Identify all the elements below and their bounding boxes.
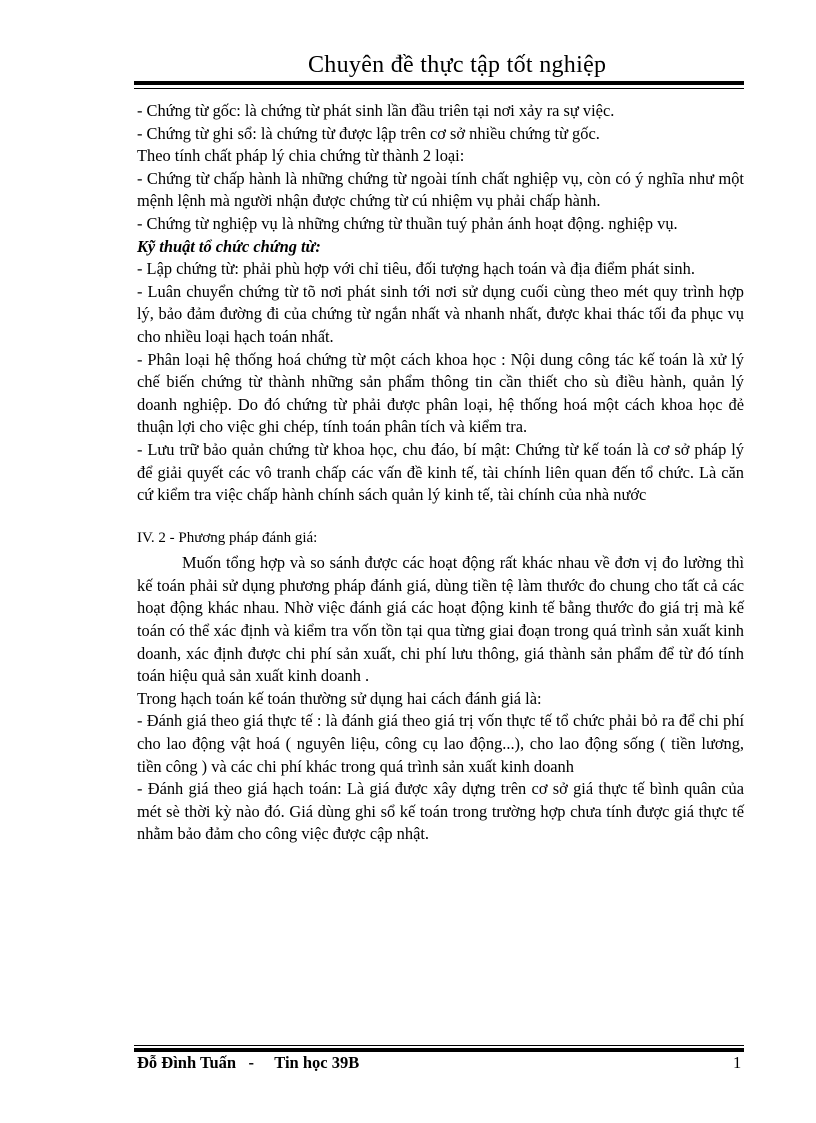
- subheading-document-technique: Kỹ thuật tổ chức chứng từ:: [137, 236, 321, 256]
- paragraph: - Lưu trữ bảo quản chứng từ khoa học, chu đáo, bí mật: Chứng từ kế toán là cơ sở pháp lý để giải quyết các vô tranh chấp các vấn đề kinh tế, tài chính liên quan đến tổ chức. Là căn cứ kiểm tra việc chấp hành chính sách quản lý kinh tế, tài chính của nhà nước: [137, 439, 744, 505]
- paragraph: - Chứng từ gốc: là chứng từ phát sinh lần đầu triên tại nơi xảy ra sự việc.: [137, 101, 615, 120]
- paragraph: - Phân loại hệ thống hoá chứng từ một cách khoa học : Nội dung công tác kế toán là xử lý chế biến chứng từ thành những sản phẩm thông tin cần thiết cho sù điều hành, quản lý doanh nghiệp. Do đó chứng từ phải được phân loại, hệ thống hoá một cách khoa học đẻ thuận lợi cho việc ghi chép, tính toán phân tích và kiểm tra.: [137, 349, 744, 437]
- paragraph: - Chứng từ ghi sổ: là chứng từ được lập trên cơ sở nhiều chứng từ gốc.: [137, 123, 600, 143]
- paragraph: - Luân chuyển chứng từ tõ nơi phát sinh tới nơi sử dụng cuối cùng theo mét quy trình hợp lý, bảo đảm đường đi của chứng từ ngắn nhất và nhanh nhất, được khai thác tối đa phục vụ cho nhiều loại hạch toán nhất.: [137, 281, 744, 346]
- page-header-title: Chuyên đề thực tập tốt nghiệp: [308, 52, 607, 78]
- footer-rule-thick: [134, 1048, 744, 1052]
- paragraph: - Lập chứng từ: phải phù hợp với chỉ tiêu, đối tượng hạch toán và địa điểm phát sinh.: [137, 259, 695, 279]
- paragraph: - Chứng từ nghiệp vụ là những chứng từ thuần tuý phản ánh hoạt động. nghiệp vụ.: [137, 213, 678, 233]
- paragraph: Muốn tổng hợp và so sánh được các hoạt động rất khác nhau về đơn vị đo lường thì kế toán phải sử dụng phương pháp đánh giá, dùng tiền tệ làm thước đo chung cho tất cả các hoạt động khác nhau. Nhờ việc đánh giá các hoạt động kinh tế bằng thước đo giá trị mà kế toán có thể xác định và kiểm tra vốn tồn tại qua từng giai đoạn trong quá trình sản xuất kinh doanh, xác định được chi phí sản xuất, chi phí lưu thông, giá thành sản phẩm để từ đó tính toán hiệu quả sản xuất kinh doanh .: [137, 553, 744, 686]
- header-rule-thick: [134, 81, 744, 85]
- document-body: [137, 100, 744, 846]
- paragraph: Theo tính chất pháp lý chia chứng từ thành 2 loại:: [137, 146, 465, 166]
- paragraph: - Chứng từ chấp hành là những chứng từ ngoài tính chất nghiệp vụ, còn có ý nghĩa như một mệnh lệnh mà người nhận được chứng từ cú nhiệm vụ phải chấp hành.: [137, 168, 744, 211]
- footer-rule-thin: [134, 1045, 744, 1046]
- footer-author: Đỗ Đình Tuấn - Tin học 39B: [137, 1053, 360, 1072]
- paragraph: - Đánh giá theo giá thực tế : là đánh giá theo giá trị vốn thực tế tổ chức phải bỏ ra để chi phí cho lao động vật hoá ( nguyên liệu, công cụ lao động...), cho lao động sống ( tiền lương, tiền công ) và các chi phí khác trong quá trình sản xuất kinh doanh: [137, 711, 744, 776]
- section-heading-valuation: IV. 2 - Phương pháp đánh giá:: [137, 529, 318, 546]
- paragraph: Trong hạch toán kế toán thường sử dụng hai cách đánh giá là:: [137, 688, 542, 708]
- header-rule-thin: [134, 88, 744, 89]
- page-number: 1: [733, 1053, 742, 1072]
- paragraph: - Đánh giá theo giá hạch toán: Là giá được xây dựng trên cơ sở giá thực tế bình quân của mét sè thời kỳ nào đó. Giá dùng ghi sổ kế toán trong trường hợp chưa tính được giá thực tế nhằm bảo đảm cho công việc được cập nhật.: [137, 779, 744, 844]
